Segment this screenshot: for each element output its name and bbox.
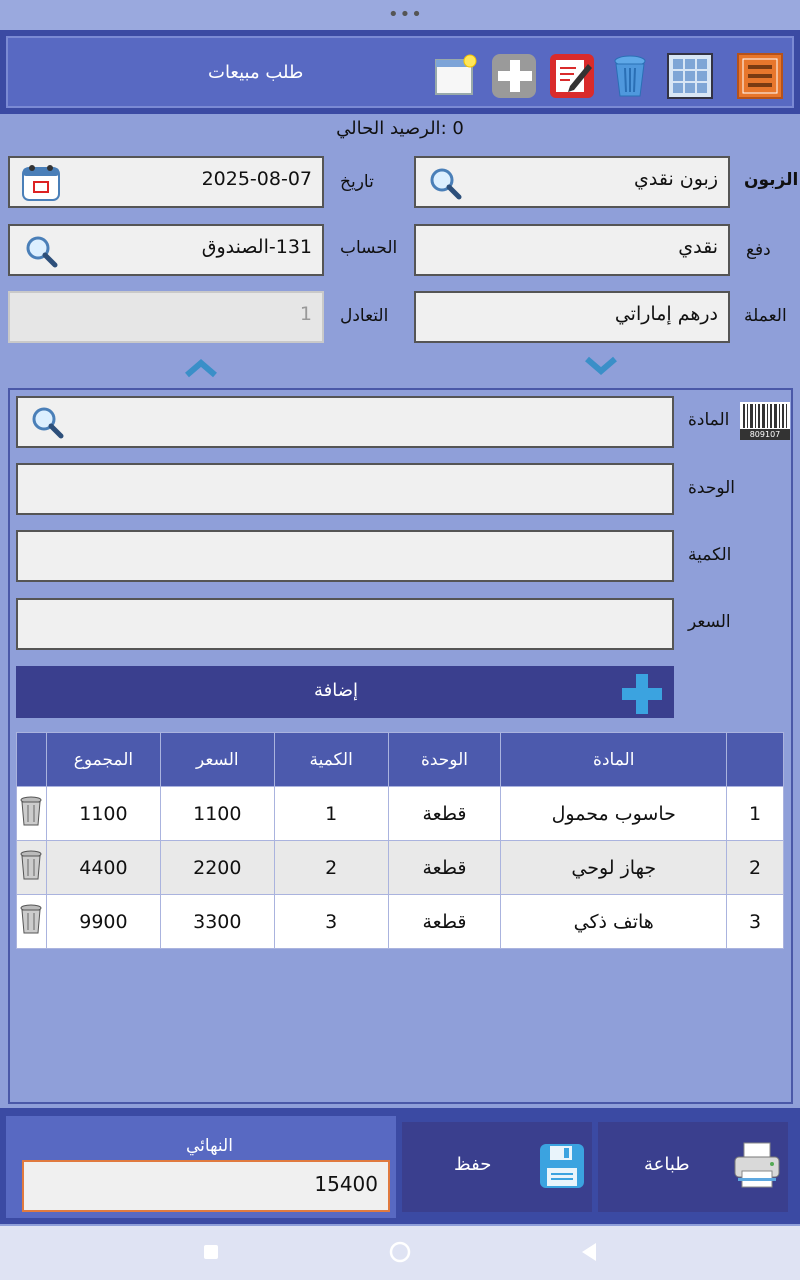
table-header-row	[17, 733, 784, 787]
more-dots-icon[interactable]: •••	[388, 4, 423, 25]
items-table	[16, 732, 784, 949]
row-delete-icon[interactable]	[17, 787, 47, 841]
header-item: المادة	[501, 733, 727, 787]
print-label: طباعة	[644, 1154, 690, 1175]
balance-label: الرصيد الحالي:	[336, 118, 447, 139]
row-delete-icon[interactable]	[17, 895, 47, 949]
cell-no: 3	[727, 895, 784, 949]
table-row[interactable]	[17, 787, 784, 841]
back-icon[interactable]	[580, 1242, 598, 1262]
save-button[interactable]	[402, 1122, 592, 1212]
table-row[interactable]	[17, 895, 784, 949]
add-icon[interactable]	[490, 52, 538, 100]
recent-apps-icon[interactable]	[203, 1244, 219, 1260]
cell-price: 1100	[160, 787, 274, 841]
payment-field[interactable]	[414, 224, 730, 276]
final-label: النهائي	[186, 1136, 233, 1156]
balance-value: 0	[452, 118, 464, 139]
toolbar-inner	[6, 36, 794, 108]
header-qty: الكمية	[274, 733, 388, 787]
add-item-label: إضافة	[314, 680, 359, 701]
cell-qty: 2	[274, 841, 388, 895]
header-total: المجموع	[46, 733, 160, 787]
header-unit: الوحدة	[388, 733, 501, 787]
cell-price: 3300	[160, 895, 274, 949]
cell-total: 4400	[46, 841, 160, 895]
unit-input[interactable]	[16, 463, 674, 515]
cell-item: جهاز لوحي	[501, 841, 727, 895]
cell-qty: 3	[274, 895, 388, 949]
date-label: تاريخ	[340, 172, 374, 192]
table-row[interactable]	[17, 841, 784, 895]
printer-icon	[732, 1140, 782, 1190]
final-total-field[interactable]: 15400	[22, 1160, 390, 1212]
cell-total: 1100	[46, 787, 160, 841]
new-window-icon[interactable]	[432, 52, 480, 100]
customer-value: زبون نقدي	[633, 168, 718, 190]
menu-icon[interactable]	[736, 52, 784, 100]
chevron-down-icon[interactable]	[584, 356, 618, 376]
edit-icon[interactable]	[548, 52, 596, 100]
item-label: المادة	[688, 410, 730, 430]
cell-unit: قطعة	[388, 787, 501, 841]
header-no	[727, 733, 784, 787]
currency-field[interactable]	[414, 291, 730, 343]
payment-value: نقدي	[678, 236, 718, 258]
print-button[interactable]	[598, 1122, 788, 1212]
header-price: السعر	[160, 733, 274, 787]
quantity-input[interactable]	[16, 530, 674, 582]
cell-unit: قطعة	[388, 895, 501, 949]
price-label: السعر	[688, 612, 731, 632]
unit-label: الوحدة	[688, 478, 736, 498]
account-value: 131-الصندوق	[201, 236, 312, 258]
cell-item: حاسوب محمول	[501, 787, 727, 841]
item-input[interactable]	[16, 396, 674, 448]
price-input[interactable]	[16, 598, 674, 650]
rate-value: 1	[299, 303, 312, 325]
barcode-text: 809107	[740, 429, 790, 440]
floppy-disk-icon	[538, 1142, 586, 1190]
quantity-label: الكمية	[688, 545, 732, 565]
account-search-icon[interactable]	[24, 234, 58, 268]
cell-price: 2200	[160, 841, 274, 895]
cell-no: 1	[727, 787, 784, 841]
customer-field[interactable]	[414, 156, 730, 208]
account-field[interactable]	[8, 224, 324, 276]
payment-label: دفع	[746, 240, 771, 260]
current-balance	[0, 118, 800, 139]
cell-no: 2	[727, 841, 784, 895]
toolbar	[0, 30, 800, 114]
cell-item: هاتف ذكي	[501, 895, 727, 949]
cell-qty: 1	[274, 787, 388, 841]
account-label: الحساب	[340, 238, 398, 258]
item-search-icon[interactable]	[30, 405, 64, 439]
add-item-button[interactable]	[16, 666, 674, 718]
date-field[interactable]	[8, 156, 324, 208]
home-icon[interactable]	[388, 1240, 412, 1264]
page-title: طلب مبيعات	[208, 62, 304, 83]
date-value: 2025-08-07	[201, 168, 312, 190]
currency-value: درهم إماراتي	[614, 303, 718, 325]
delete-icon[interactable]	[606, 52, 654, 100]
customer-label: الزبون	[744, 170, 799, 190]
cell-total: 9900	[46, 895, 160, 949]
cell-unit: قطعة	[388, 841, 501, 895]
plus-icon	[620, 672, 664, 716]
header-delete	[17, 733, 47, 787]
chevron-up-icon[interactable]	[184, 358, 218, 378]
android-nav-bar	[0, 1226, 800, 1280]
calendar-icon[interactable]	[20, 162, 62, 204]
rate-field	[8, 291, 324, 343]
row-delete-icon[interactable]	[17, 841, 47, 895]
status-bar	[0, 0, 800, 30]
currency-label: العملة	[744, 306, 787, 326]
grid-icon[interactable]	[666, 52, 714, 100]
rate-label: التعادل	[340, 306, 389, 326]
save-label: حفظ	[454, 1154, 492, 1175]
barcode-icon[interactable]	[740, 402, 790, 440]
customer-search-icon[interactable]	[428, 166, 462, 200]
